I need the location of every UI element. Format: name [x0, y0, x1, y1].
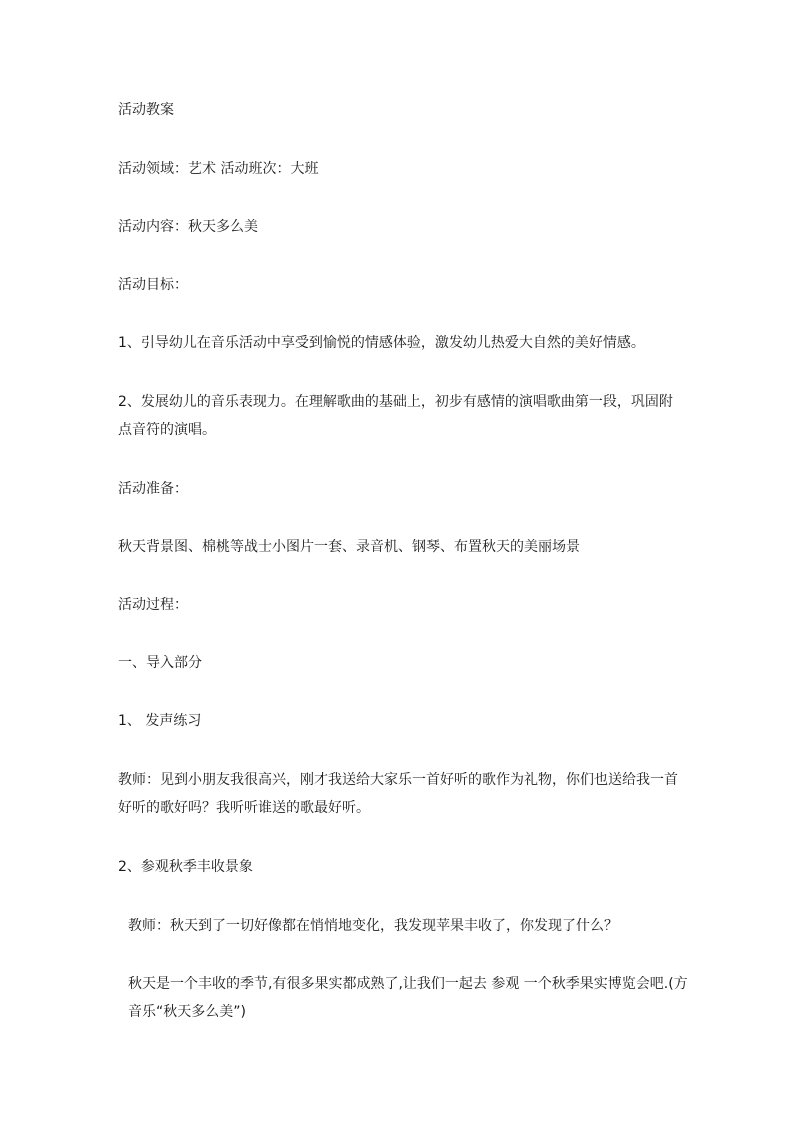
activity-content-line: 活动内容：秋天多么美 [118, 219, 258, 235]
autumn-harvest-text: 秋天是一个丰收的季节,有很多果实都成熟了,让我们一起去 参观 一个秋季果实博览会吧.(方音乐“秋天多么美”) [128, 976, 688, 1020]
teacher-speech-2: 教师：秋天到了一切好像都在悄悄地变化，我发现苹果丰收了，你发现了什么？ [128, 918, 618, 934]
section-intro-heading: 一、导入部分 [118, 655, 202, 671]
step-1-heading: 1、 发声练习 [118, 713, 202, 729]
goal-item-2: 2、发展幼儿的音乐表现力。在理解歌曲的基础上，初步有感情的演唱歌曲第一段，巩固附点音符的演唱。 [118, 394, 673, 438]
activity-prep-text: 秋天背景图、棉桃等战士小图片一套、录音机、钢琴、布置秋天的美丽场景 [118, 539, 580, 555]
activity-prep-heading: 活动准备： [118, 481, 188, 497]
teacher-speech-1: 教师：见到小朋友我很高兴，刚才我送给大家乐一首好听的歌作为礼物，你们也送给我一首好听的歌好吗？我听听谁送的歌最好听。 [118, 772, 678, 816]
activity-goals-heading: 活动目标： [118, 277, 188, 293]
step-2-heading: 2、参观秋季丰收景象 [118, 859, 253, 875]
document-title: 活动教案 [118, 102, 174, 118]
activity-process-heading: 活动过程： [118, 597, 188, 613]
activity-field-line: 活动领域：艺术 活动班次：大班 [118, 161, 319, 177]
goal-item-1: 1、引导幼儿在音乐活动中享受到愉悦的情感体验，激发幼儿热爱大自然的美好情感。 [118, 335, 645, 351]
